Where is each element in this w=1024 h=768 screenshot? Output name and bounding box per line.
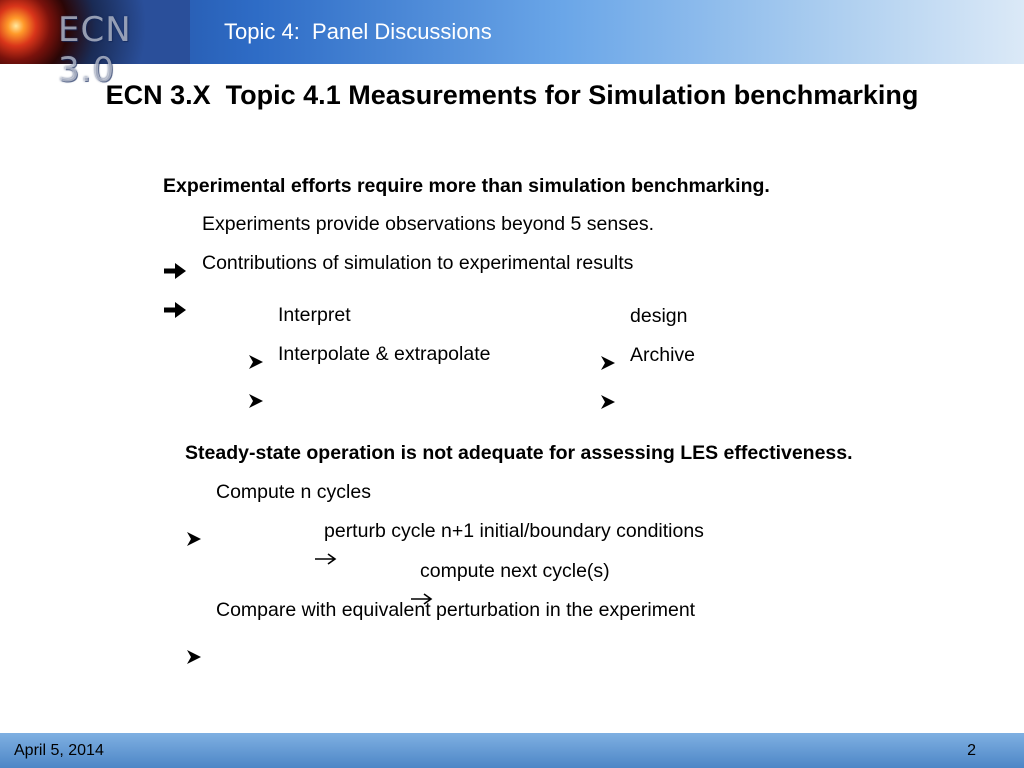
chevron-bullet-icon: [186, 485, 208, 593]
section2-bullet-text: Compare with equivalent perturbation in the experiment: [216, 599, 696, 621]
section2-step-text: compute next cycle(s): [420, 560, 610, 582]
section1-heading: Experimental efforts require more than simulation benchmarking.: [163, 175, 770, 197]
footer-date: April 5, 2014: [14, 742, 104, 759]
section1-bullet-text: Experiments provide observations beyond 5 senses.: [202, 213, 655, 235]
page-number: 2: [967, 742, 976, 759]
sub-bullet-text: Interpret: [278, 304, 351, 326]
slide-title: ECN 3.X Topic 4.1 Measurements for Simulation benchmarking: [105, 80, 919, 110]
bold-arrow-icon: [163, 255, 187, 365]
header-bar: [0, 0, 1024, 90]
sub-bullet-text: Archive: [630, 344, 696, 366]
sub-bullet-text: Interpolate & extrapolate: [278, 343, 491, 365]
chevron-bullet-icon: [186, 603, 208, 711]
sub-bullet: [600, 344, 696, 413]
section2-bullet: [186, 599, 696, 668]
footer-bar: [0, 733, 1024, 768]
section2-bullet-text: Compute n cycles: [216, 481, 371, 503]
header-title: Topic 4: Panel Discussions: [224, 19, 492, 44]
sub-bullet: [248, 343, 491, 412]
section1-bullet-text: Contributions of simulation to experimental results: [202, 252, 634, 274]
chevron-bullet-icon: [600, 348, 622, 456]
section2-bullet: [186, 481, 371, 550]
section2-heading: Steady-state operation is not adequate for assessing LES effectiveness.: [185, 442, 853, 464]
ecn-logo: [0, 0, 190, 90]
chevron-bullet-icon: [248, 347, 270, 455]
logo-text: ECN 3.0: [58, 10, 132, 90]
section2-step-text: perturb cycle n+1 initial/boundary conditions: [324, 520, 704, 542]
sub-bullet-text: design: [630, 305, 688, 327]
